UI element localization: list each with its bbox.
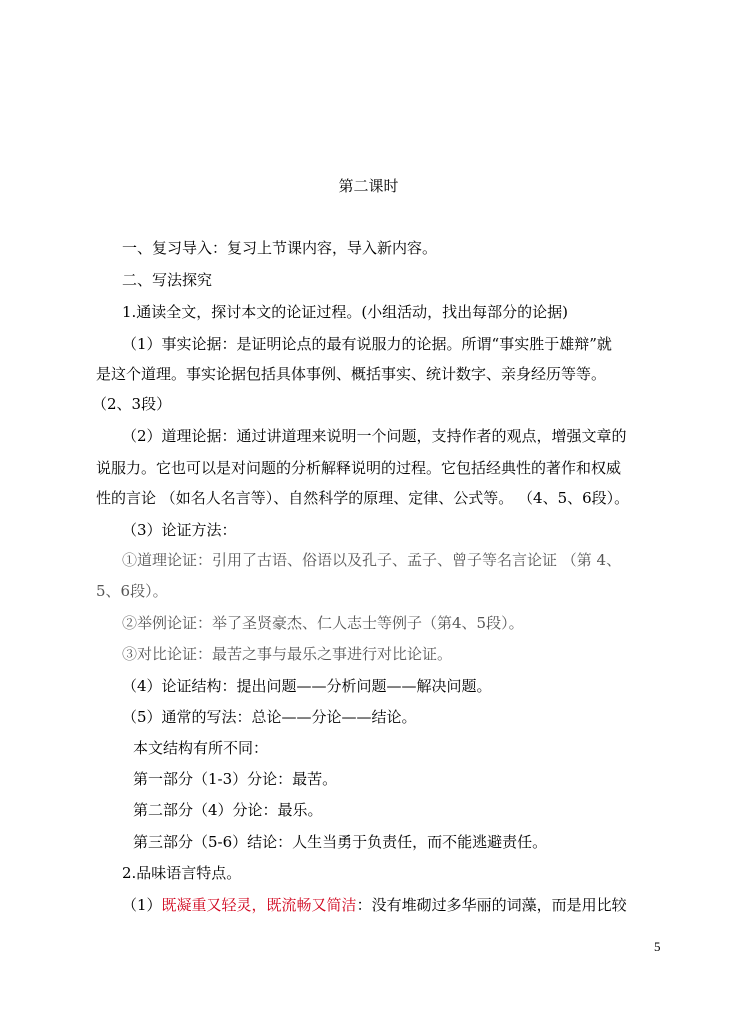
language-feature-highlight: 既凝重又轻灵，既流畅又简洁 xyxy=(161,896,357,914)
fact-evidence-line-1: （1）事实论据：是证明论点的最有说服力的论据。所谓“事实胜于雄辩”就 xyxy=(122,335,612,353)
usual-method: （5）通常的写法：总论——分论——结论。 xyxy=(122,708,417,726)
fact-evidence-line-2: 是这个道理。事实论据包括具体事例、概括事实、统计数字、亲身经历等等。 xyxy=(96,365,607,383)
language-feature-line xyxy=(122,895,627,915)
reason-evidence-line-3: 性的言论 （如名人名言等）、自然科学的原理、定律、公式等。 （4、5、6段）。 xyxy=(96,489,630,507)
method-contrast: ③对比论证：最苦之事与最乐之事进行对比论证。 xyxy=(122,645,453,663)
lesson-title: 第二课时 xyxy=(338,177,399,195)
language-feature-prefix: （1） xyxy=(122,896,162,914)
method-reasoning-line-1: ①道理论证：引用了古语、俗语以及孔子、孟子、曾子等名言论证 （第 4、 xyxy=(122,551,622,569)
argument-methods-heading: （3）论证方法： xyxy=(122,521,237,539)
section-heading: 二、写法探究 xyxy=(122,271,213,289)
part-one: 第一部分（1-3）分论：最苦。 xyxy=(133,770,338,788)
fact-evidence-line-3: （2、3段） xyxy=(92,395,172,413)
language-feature-rest: ：没有堆砌过多华丽的词藻，而是用比较 xyxy=(356,896,627,914)
part-three: 第三部分（5-6）结论：人生当勇于负责任，而不能逃避责任。 xyxy=(133,833,548,851)
task-2: 2.品味语言特点。 xyxy=(122,864,242,882)
structure-note: 本文结构有所不同： xyxy=(133,739,269,757)
task-1: 1.通读全文，探讨本文的论证过程。(小组活动，找出每部分的论据) xyxy=(122,303,569,321)
review-intro: 一、复习导入：复习上节课内容，导入新内容。 xyxy=(122,239,438,257)
argument-structure: （4）论证结构：提出问题——分析问题——解决问题。 xyxy=(122,677,492,695)
method-reasoning-line-2: 5、6段）。 xyxy=(96,582,168,600)
reason-evidence-line-2: 说服力。它也可以是对问题的分析解释说明的过程。它包括经典性的著作和权威 xyxy=(96,459,622,477)
method-example: ②举例论证：举了圣贤豪杰、仁人志士等例子（第4、5段）。 xyxy=(122,614,524,632)
page-number: 5 xyxy=(654,939,661,954)
reason-evidence-line-1: （2）道理论据：通过讲道理来说明一个问题，支持作者的观点，增强文章的 xyxy=(122,427,627,445)
part-two: 第二部分（4）分论：最乐。 xyxy=(133,801,323,819)
